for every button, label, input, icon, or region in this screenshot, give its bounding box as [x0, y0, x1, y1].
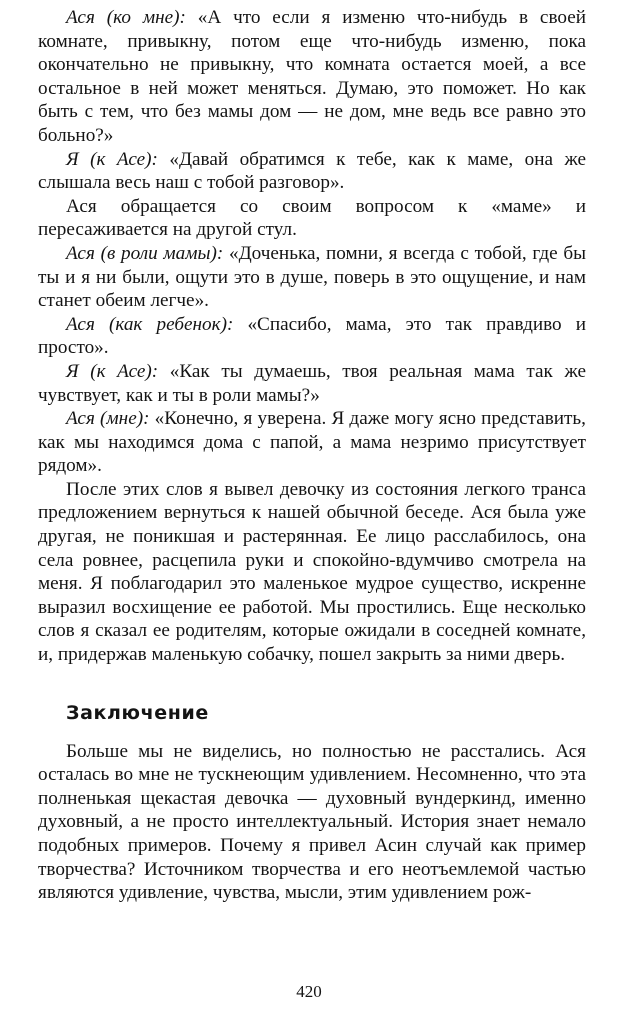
dialogue-text: «А что если я изменю что-нибудь в своей комнате, привыкну, потом еще что-нибудь изменю, пока окончательно не привыкну, что комната остается моей, а все остальное в ней может меняться. Думаю, это поможет. Но как быть с тем, что без мамы дом — не дом, мне ведь все равно это больно?» [38, 7, 586, 146]
conclusion-paragraph [38, 740, 586, 905]
narration-paragraph-2 [38, 478, 586, 667]
speaker-label: Ася (как ребенок): [66, 313, 234, 335]
dialogue-text: «Конечно, я уверена. Я даже могу ясно представить, как мы находимся дома с папой, а мама незримо присутствует рядом». [38, 408, 586, 477]
conclusion-text: Больше мы не виделись, но полностью не расстались. Ася осталась во мне не тускнеющим удивлением. Несомненно, что эта полненькая щекастая девочка — духовный вундеркинд, именно духовный, а не просто интеллектуальный. История знает немало подобных примеров. Почему я привел Асин случай как пример творчества? Источником творчества и его неотъемлемой частью являются удивление, чувства, мысли, этим удивлением рож- [38, 740, 586, 904]
narration-text: После этих слов я вывел девочку из состояния легкого транса предложением вернуться к нашей обычной беседе. Ася была уже другая, не поникшая и растерянная. Ее лицо расслабилось, она села ровнее, расцепила руки и спокойно-вдумчиво смотрела на меня. Я поблагодарил это маленькое мудрое существо, искренне выразил восхищение ее работой. Мы простились. Еще несколько слов я сказал ее родителям, которые ожидали в соседней комнате, и, придержав маленькую собачку, пошел закрыть за ними дверь. [38, 478, 586, 666]
dialogue-text: «Спасибо, мама, это так правдиво и просто». [38, 313, 586, 359]
speaker-label: Ася (мне): [66, 408, 150, 430]
speaker-label: Я (к Асе): [66, 148, 158, 170]
dialogue-paragraph-3 [38, 242, 586, 313]
narration-paragraph-1 [38, 195, 586, 242]
speaker-label: Я (к Асе): [66, 360, 159, 382]
book-page [38, 6, 586, 905]
narration-text: Ася обращается со своим вопросом к «маме» и пересаживается на другой стул. [38, 195, 586, 241]
dialogue-text: «Как ты думаешь, твоя реальная мама так же чувствует, как и ты в роли мамы?» [38, 360, 586, 406]
dialogue-paragraph-2 [38, 148, 586, 195]
speaker-label: Ася (в роли мамы): [66, 242, 224, 264]
dialogue-paragraph-5 [38, 360, 586, 407]
dialogue-text: «Доченька, помни, я всегда с тобой, где бы ты и я ни были, ощути это в душе, поверь в это ощущение, и нам станет обеим легче». [38, 242, 586, 312]
dialogue-paragraph-6 [38, 407, 586, 478]
dialogue-paragraph-4 [38, 313, 586, 360]
page-number: 420 [296, 982, 322, 1001]
section-heading: Заключение [66, 701, 209, 724]
speaker-label: Ася (ко мне): [66, 7, 186, 28]
dialogue-paragraph-1 [38, 6, 586, 148]
dialogue-text: «Давай обратимся к тебе, как к маме, она же слышала весь наш с тобой разговор». [38, 148, 587, 194]
